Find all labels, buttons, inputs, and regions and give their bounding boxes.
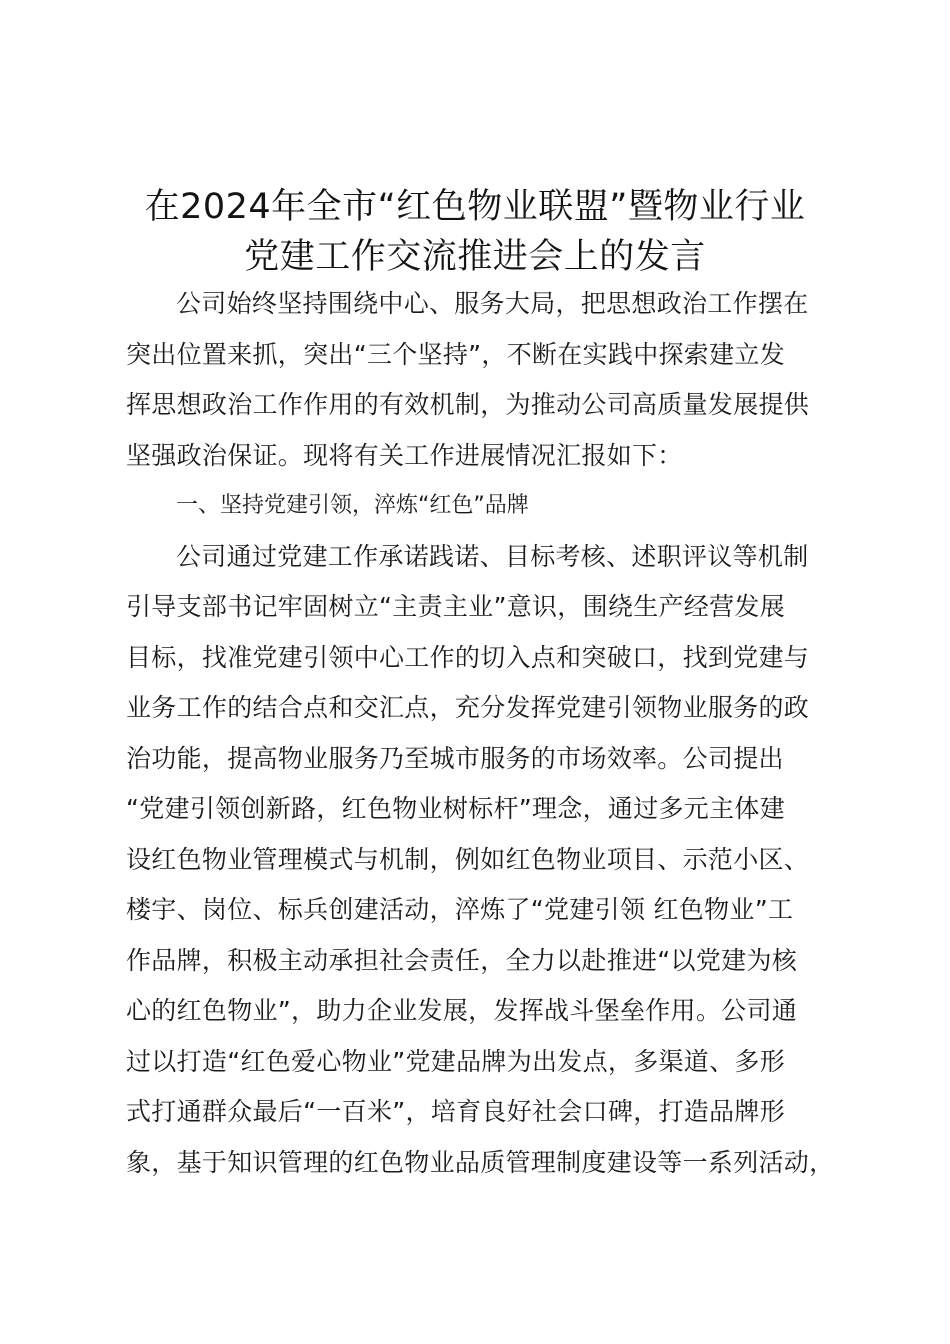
text-line: 突出位置来抓，突出“三个坚持”，不断在实践中探索建立发	[126, 339, 786, 369]
text-line: 象，基于知识管理的红色物业品质管理制度建设等一系列活动，	[126, 1147, 835, 1177]
text-line: 设红色物业管理模式与机制，例如红色物业项目、示范小区、	[126, 844, 810, 874]
section-paragraph	[126, 532, 856, 1189]
title-line: 党建工作交流推进会上的发言	[244, 237, 706, 277]
document-body	[126, 279, 856, 1188]
section-heading: 一、坚持党建引领，淬炼“红色”品牌	[176, 493, 529, 518]
text-line: 式打通群众最后“一百米”，培育良好社会口碑，打造品牌形	[126, 1097, 786, 1126]
text-line: 挥思想政治工作作用的有效机制，为推动公司高质量发展提供	[126, 390, 810, 419]
text-line: “党建引领创新路，红色物业树标杆”理念，通过多元主体建	[126, 794, 786, 823]
text-line: 坚强政治保证。现将有关工作进展情况汇报如下：	[126, 440, 683, 470]
text-line: 公司始终坚持围绕中心、服务大局，把思想政治工作摆在	[176, 289, 809, 318]
text-line: 治功能，提高物业服务乃至城市服务的市场效率。公司提出	[126, 743, 784, 773]
text-line: 公司通过党建工作承诺践诺、目标考核、述职评议等机制	[176, 541, 809, 571]
text-line: 过以打造“红色爱心物业”党建品牌为出发点，多渠道、多形	[126, 1046, 786, 1076]
intro-paragraph	[126, 279, 856, 481]
text-line: 目标，找准党建引领中心工作的切入点和突破口，找到党建与	[126, 642, 810, 672]
text-line: 作品牌，积极主动承担社会责任，全力以赴推进“以党建为核	[126, 945, 798, 975]
text-line: 楼宇、岗位、标兵创建活动，淬炼了“党建引领 红色物业”工	[126, 895, 794, 924]
title-line: 在2024年全市“红色物业联盟”暨物业行业	[144, 187, 806, 227]
text-line: 心的红色物业”，助力企业发展，发挥战斗堡垒作用。公司通	[126, 996, 798, 1025]
document-title	[100, 182, 850, 282]
text-line: 业务工作的结合点和交汇点，充分发挥党建引领物业服务的政	[126, 693, 810, 722]
text-line: 引导支部书记牢固树立“主责主业”意识，围绕生产经营发展	[126, 592, 786, 621]
